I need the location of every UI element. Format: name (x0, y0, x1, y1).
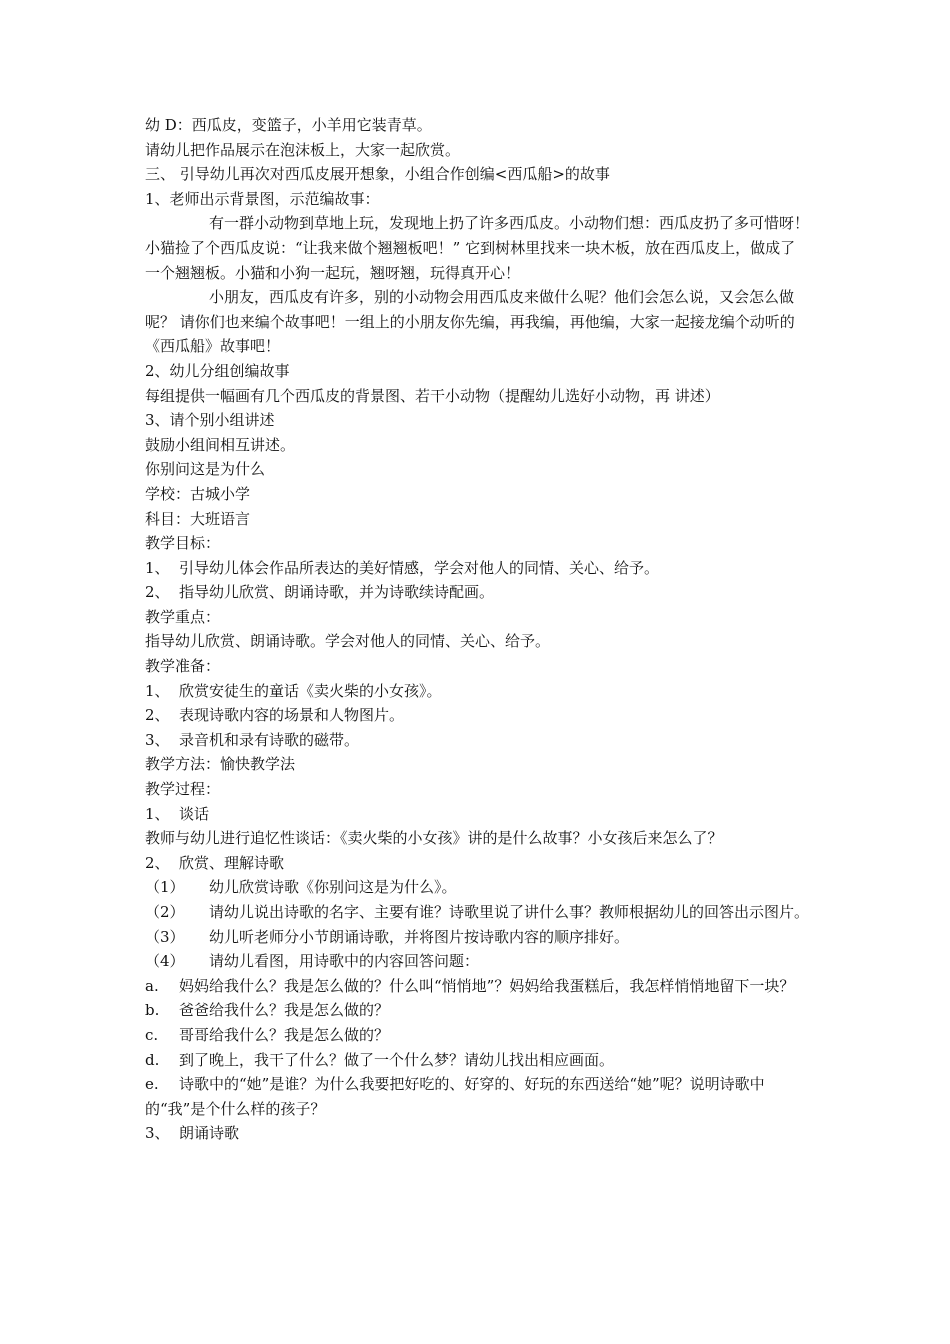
item-number: 2、 (145, 583, 170, 602)
question-item (145, 1048, 810, 1073)
item-number: 1、 (145, 558, 170, 577)
item-letter: c. (145, 1025, 159, 1044)
question-item (145, 998, 810, 1023)
document-page (145, 113, 810, 1146)
sub-item (145, 949, 810, 974)
text-line: 科目：大班语言 (145, 509, 251, 528)
item-number: （1） (145, 878, 185, 897)
text-line: 2、幼儿分组创编故事 (145, 361, 290, 380)
item-text: 请幼儿看图，用诗歌中的内容回答问题： (209, 952, 480, 971)
item-number: 2、 (145, 706, 170, 725)
item-number: 2、 (145, 853, 170, 872)
heading-line: 教学重点： (145, 607, 221, 626)
item-text: 妈妈给我什么？我是怎么做的？什么叫“悄悄地”？妈妈给我蛋糕后，我怎样悄悄地留下一块？ (179, 976, 795, 995)
list-item (145, 802, 810, 827)
text-line: 学校：古城小学 (145, 484, 251, 503)
item-text: 诗歌中的“她”是谁？为什么我要把好吃的、好穿的、好玩的东西送给“她”呢？说明诗歌中的“我”是个什么样的孩子？ (145, 1075, 765, 1118)
heading-line: 教学准备： (145, 657, 221, 676)
list-item (145, 851, 810, 876)
story-paragraph: 有一群小动物到草地上玩，发现地上扔了许多西瓜皮。小动物们想：西瓜皮扔了多可惜呀！小猫捡了个西瓜皮说：“让我来做个翘翘板吧！” 它到树林里找来一块木板，放在西瓜皮上，做成了一个翘翘板。小猫和小狗一起玩，翘呀翘，玩得真开心！ (145, 214, 810, 282)
item-text: 欣赏安徒生的童话《卖火柴的小女孩》。 (179, 681, 442, 700)
list-item (145, 580, 810, 605)
item-text: 幼儿听老师分小节朗诵诗歌，并将图片按诗歌内容的顺序排好。 (209, 927, 630, 946)
item-text: 表现诗歌内容的场景和人物图片。 (179, 706, 405, 725)
item-text: 到了晚上，我干了什么？做了一个什么梦？请幼儿找出相应画面。 (179, 1050, 615, 1069)
item-text: 欣赏、理解诗歌 (179, 853, 285, 872)
section-heading: 三、 引导幼儿再次对西瓜皮展开想象，小组合作创编<西瓜船>的故事 (145, 165, 610, 184)
sub-item (145, 875, 810, 900)
lesson-title: 你别问这是为什么 (145, 460, 266, 479)
question-item (145, 1072, 810, 1121)
item-number: 3、 (145, 730, 170, 749)
text-line: 每组提供一幅画有几个西瓜皮的背景图、若干小动物（提醒幼儿选好小动物，再 讲述） (145, 386, 720, 405)
text-line: 3、请个别小组讲述 (145, 411, 275, 430)
item-number: （2） (145, 903, 185, 921)
question-item (145, 974, 810, 999)
item-text: 朗诵诗歌 (179, 1124, 240, 1143)
sub-item (145, 925, 810, 950)
item-number: 3、 (145, 1124, 170, 1143)
text-line: 请幼儿把作品展示在泡沫板上，大家一起欣赏。 (145, 140, 461, 159)
heading-line: 教学过程： (145, 780, 221, 799)
text-line: 教学方法：愉快教学法 (145, 755, 296, 774)
item-number: （3） (145, 927, 185, 946)
item-number: 1、 (145, 681, 170, 700)
item-text: 哥哥给我什么？我是怎么做的？ (179, 1025, 390, 1044)
text-line: 教师与幼儿进行追忆性谈话：《卖火柴的小女孩》讲的是什么故事？小女孩后来怎么了？ (145, 829, 723, 848)
item-text: 录音机和录有诗歌的磁带。 (179, 730, 360, 749)
item-letter: d. (145, 1050, 160, 1069)
heading-line: 教学目标： (145, 534, 221, 553)
question-item (145, 1023, 810, 1048)
text-line: 指导幼儿欣赏、朗诵诗歌。学会对他人的同情、关心、给予。 (145, 632, 551, 651)
item-text: 引导幼儿体会作品所表达的美好情感，学会对他人的同情、关心、给予。 (179, 558, 660, 577)
list-item (145, 556, 810, 581)
item-text: 爸爸给我什么？我是怎么做的？ (179, 1001, 390, 1020)
item-letter: e. (145, 1075, 159, 1094)
story-paragraph: 小朋友，西瓜皮有许多，别的小动物会用西瓜皮来做什么呢？他们会怎么说，又会怎么做呢？ 请你们也来编个故事吧！一组上的小朋友你先编，再我编，再他编，大家一起接龙编个动听的《西瓜船》故事吧！ (145, 288, 795, 356)
text-line: 幼 D：西瓜皮，变篮子，小羊用它装青草。 (145, 116, 432, 134)
list-item (145, 703, 810, 728)
item-letter: a. (145, 976, 159, 995)
item-number: 1、 (145, 804, 170, 823)
item-text: 幼儿欣赏诗歌《你别问这是为什么》。 (209, 878, 457, 897)
item-text: 请幼儿说出诗歌的名字、主要有谁？诗歌里说了讲什么事？教师根据幼儿的回答出示图片。 (209, 903, 810, 921)
item-text: 指导幼儿欣赏、朗诵诗歌，并为诗歌续诗配画。 (179, 583, 495, 602)
list-item (145, 679, 810, 704)
sub-item (145, 900, 810, 925)
list-item (145, 1121, 810, 1146)
list-item (145, 728, 810, 753)
item-letter: b. (145, 1001, 160, 1020)
item-text: 谈话 (179, 804, 210, 823)
item-number: （4） (145, 952, 185, 971)
text-line: 鼓励小组间相互讲述。 (145, 435, 296, 454)
text-line: 1、老师出示背景图，示范编故事： (145, 189, 380, 208)
